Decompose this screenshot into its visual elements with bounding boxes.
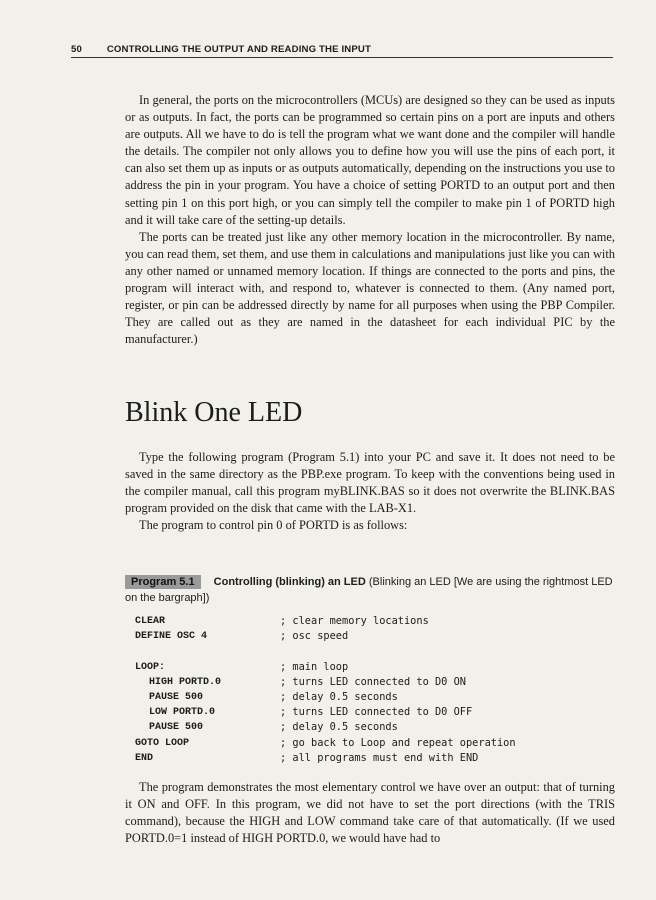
code-comment: ; delay 0.5 seconds: [280, 690, 398, 703]
paragraph: The program to control pin 0 of PORTD is as follows:: [139, 518, 408, 533]
code-comment: ; main loop: [280, 660, 349, 673]
code-statement: GOTO LOOP: [135, 737, 190, 749]
paragraph: The program demonstrates the most elementary control we have over an output: that of turning it ON and OFF. In this program, we did not have to set the port directions (with the TRIS command), because the HIGH and LOW command take care of that automatically. (If we used PORTD.0=1 instead of HIGH PORTD.0, we would have had to: [125, 780, 615, 846]
code-statement: DEFINE OSC 4: [135, 631, 208, 643]
paragraph: Type the following program (Program 5.1) into your PC and save it. It does not need to be saved in the same directory as the PBP.exe program. To keep with the conventions being used in the compiler manual, call this program myBLINK.BAS so it does not overwrite the BLINK.BAS program provided on the disk that came with the LAB-X1.: [125, 450, 615, 516]
program-subtitle: (Blinking an LED [We are using the rightmost LED on the bargraph]): [125, 576, 613, 604]
code-statement: END: [135, 752, 154, 764]
code-statement: HIGH PORTD.0: [149, 676, 222, 688]
closing-section: [125, 779, 615, 847]
page-number: 50: [71, 44, 82, 55]
code-statement: CLEAR: [135, 616, 166, 627]
intro-section: [125, 92, 615, 348]
code-statement: PAUSE 500: [149, 691, 204, 703]
code-statement: LOOP:: [135, 661, 166, 673]
section-heading: Blink One LED: [125, 397, 303, 428]
code-comment: ; delay 0.5 seconds: [280, 721, 398, 734]
code-statement: PAUSE 500: [149, 722, 204, 734]
paragraph: In general, the ports on the microcontrollers (MCUs) are designed so they can be used as inputs or as outputs. In fact, the ports can be programmed so certain pins on a port are inputs and others are outputs. All we have to do is tell the program what we want done and the compiler will handle the details. The compiler not only allows you to define how you will use the pins of each port, it can also set them up as inputs or as outputs automatically, depending on the instructions you use to address the pin in your program. You have a choice of setting PORTD to an output port and then setting pin 1 on this port high, or you can simply tell the compiler to make pin 1 of PORTD high and it will take care of the setting-up details.: [125, 93, 615, 227]
program-tag: Program 5.1: [125, 575, 201, 589]
paragraph: The ports can be treated just like any other memory location in the microcontroller. By name, you can read them, set them, and use them in calculations and manipulations just like you can with any other named or unnamed memory location. If things are connected to the ports and pins, the program will interact with, and respond to, whatever is connected to them. (Any named port, register, or pin can be addressed directly by name for all purposes when using the PBP Compiler. They are called out as they are named in the datasheet for each individual PIC by the manufacturer.): [125, 229, 615, 347]
code-comment: ; all programs must end with END: [280, 751, 479, 764]
running-title: CONTROLLING THE OUTPUT AND READING THE INPUT: [106, 44, 372, 55]
code-statement: LOW PORTD.0: [149, 707, 216, 719]
code-comment: ; turns LED connected to D0 ON: [280, 675, 466, 688]
program-caption: [125, 574, 615, 606]
program-title: Controlling (blinking) an LED: [213, 576, 366, 588]
code-comment: ; turns LED connected to D0 OFF: [280, 706, 473, 719]
code-comment: ; clear memory locations: [280, 615, 429, 627]
code-comment: ; go back to Loop and repeat operation: [280, 736, 516, 749]
running-header: [71, 44, 613, 58]
section-body: [125, 449, 615, 534]
code-comment: ; osc speed: [280, 630, 349, 643]
